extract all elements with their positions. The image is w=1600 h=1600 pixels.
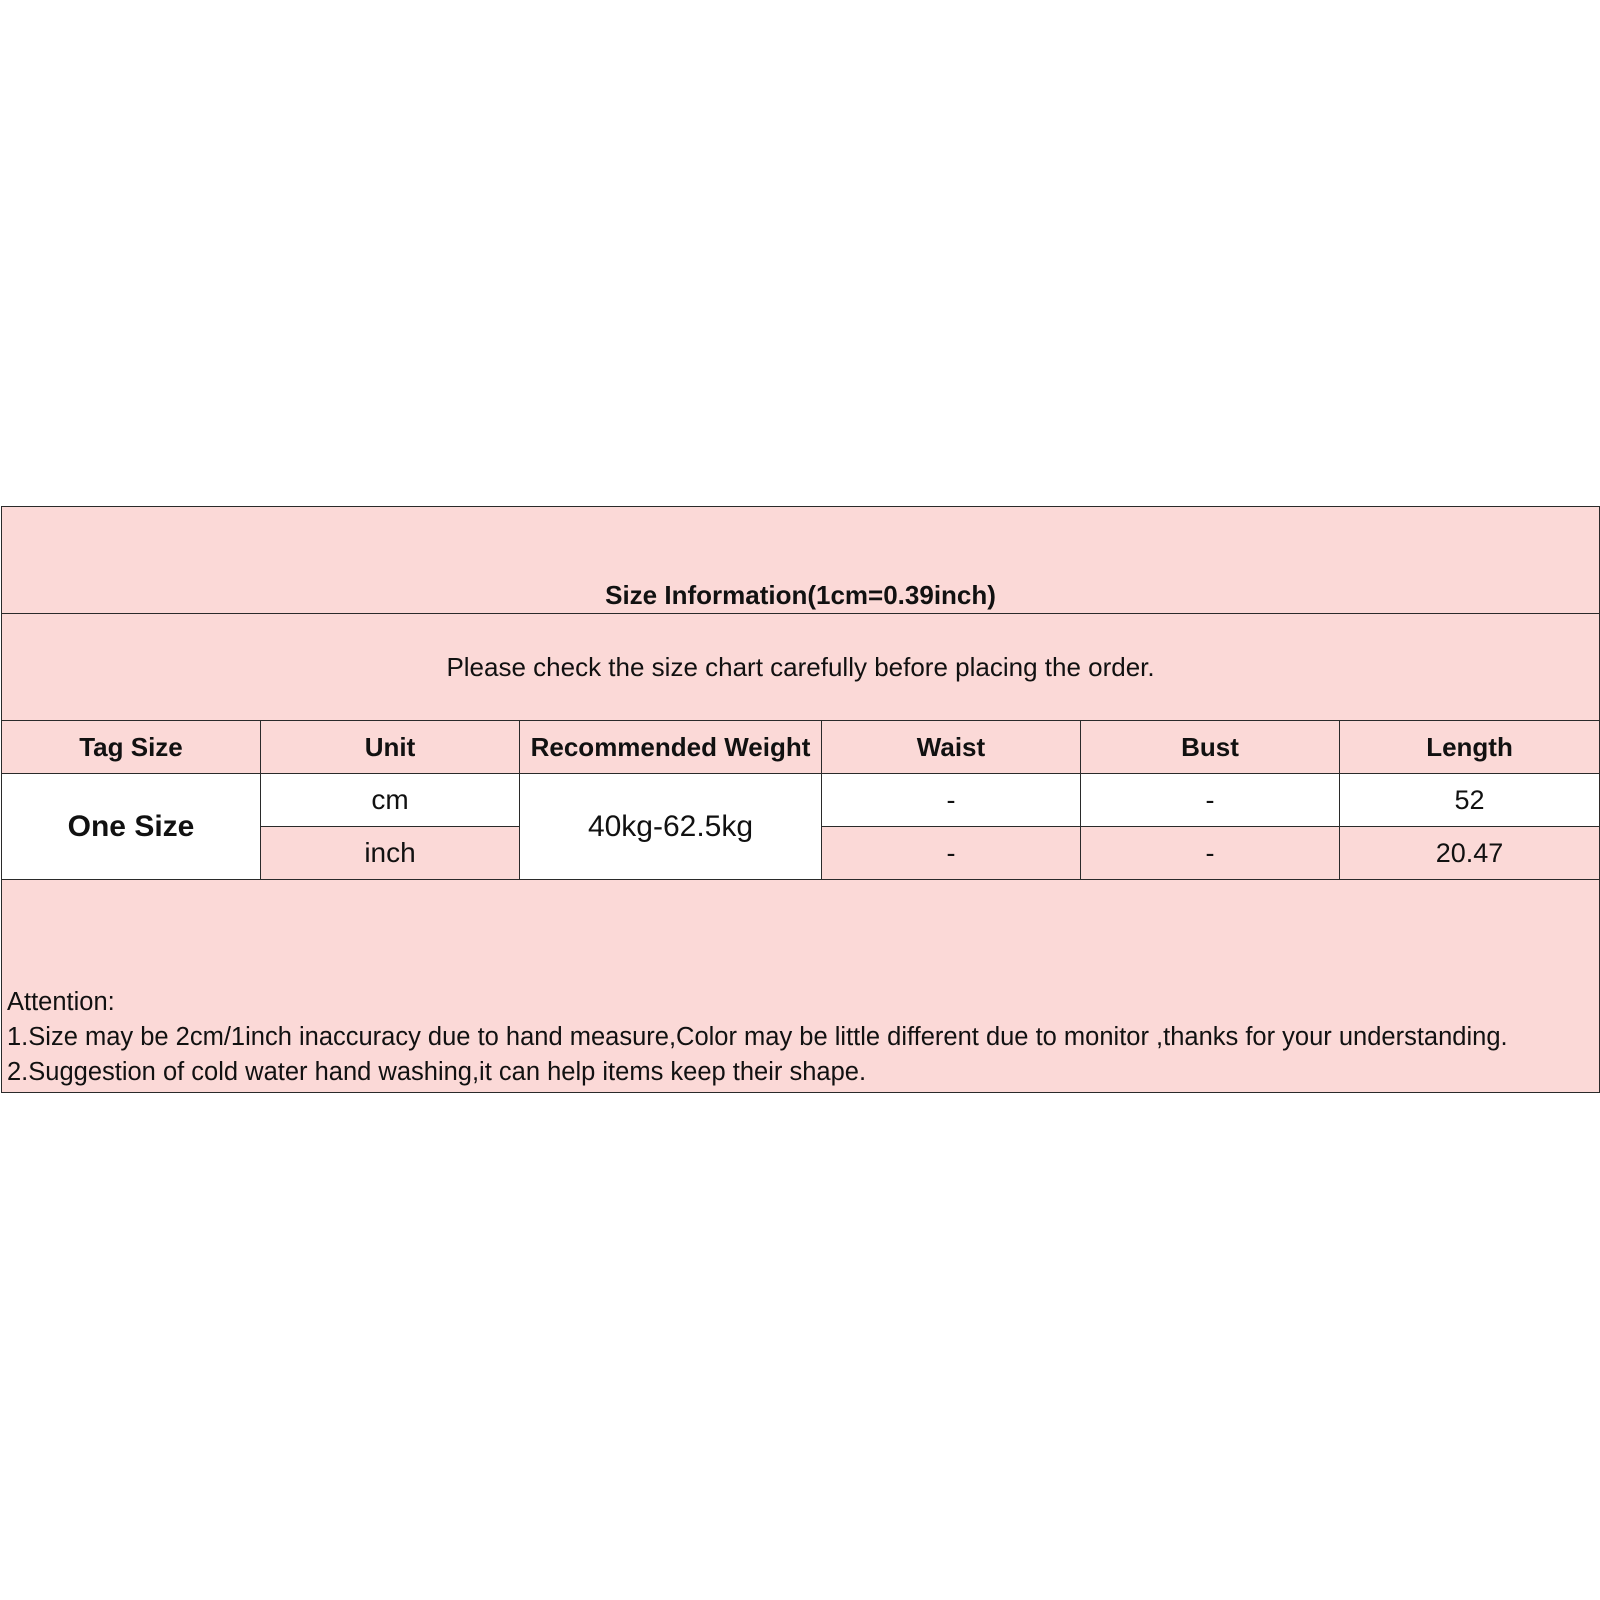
header-waist: Waist: [822, 721, 1081, 774]
header-row: [2, 721, 1600, 774]
waist-cell: -: [822, 827, 1081, 880]
header-bust: Bust: [1081, 721, 1340, 774]
header-unit: Unit: [261, 721, 520, 774]
notice-row: [2, 614, 1600, 721]
attention-note: 1.Size may be 2cm/1inch inaccuracy due to hand measure,Color may be little different due to monitor ,thanks for your understanding.: [7, 1023, 1508, 1051]
attention-note: 2.Suggestion of cold water hand washing,it can help items keep their shape.: [7, 1058, 867, 1086]
attention-row: [2, 880, 1600, 1093]
header-length: Length: [1340, 721, 1600, 774]
table-row: [2, 774, 1600, 827]
waist-cell: -: [822, 774, 1081, 827]
tag-size-cell: One Size: [2, 774, 261, 880]
size-info-title: Size Information(1cm=0.39inch): [605, 580, 996, 610]
header-recommended-weight: Recommended Weight: [520, 721, 822, 774]
attention-cell: [2, 880, 1600, 1093]
length-cell: 20.47: [1340, 827, 1600, 880]
recommended-weight-cell: 40kg-62.5kg: [520, 774, 822, 880]
attention-heading: Attention:: [7, 988, 115, 1016]
bust-cell: -: [1081, 774, 1340, 827]
title-row: [2, 507, 1600, 614]
unit-cell: cm: [261, 774, 520, 827]
length-cell: 52: [1340, 774, 1600, 827]
unit-cell: inch: [261, 827, 520, 880]
header-tag-size: Tag Size: [2, 721, 261, 774]
size-chart-table: [1, 506, 1600, 1093]
notice-text: Please check the size chart carefully before placing the order.: [2, 614, 1600, 721]
bust-cell: -: [1081, 827, 1340, 880]
size-info-title-cell: [2, 507, 1600, 614]
